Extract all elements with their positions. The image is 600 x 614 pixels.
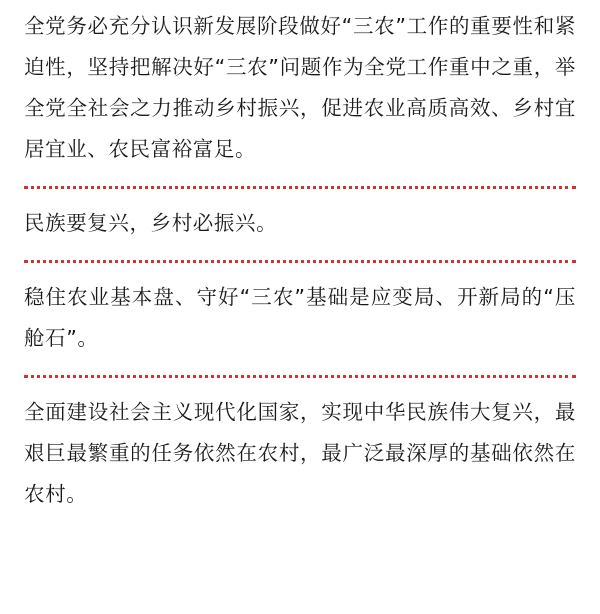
paragraph-text: 全党务必充分认识新发展阶段做好“三农”工作的重要性和紧迫性，坚持把解决好“三农”问题作为全党工作重中之重，举全党全社会之力推动乡村振兴，促进农业高质高效、乡村宜居宜业、农民富裕富足。 — [24, 14, 576, 161]
paragraph-text: 民族要复兴，乡村必振兴。 — [24, 211, 278, 235]
text-block-2 — [24, 189, 576, 260]
paragraph-text: 全面建设社会主义现代化国家，实现中华民族伟大复兴，最艰巨最繁重的任务依然在农村，最广泛最深厚的基础依然在农村。 — [24, 400, 576, 506]
text-block-3 — [24, 263, 576, 375]
text-block-4 — [24, 378, 576, 531]
paragraph-text: 稳住农业基本盘、守好“三农”基础是应变局、开新局的“压舱石”。 — [24, 285, 576, 350]
text-block-1 — [24, 0, 576, 186]
